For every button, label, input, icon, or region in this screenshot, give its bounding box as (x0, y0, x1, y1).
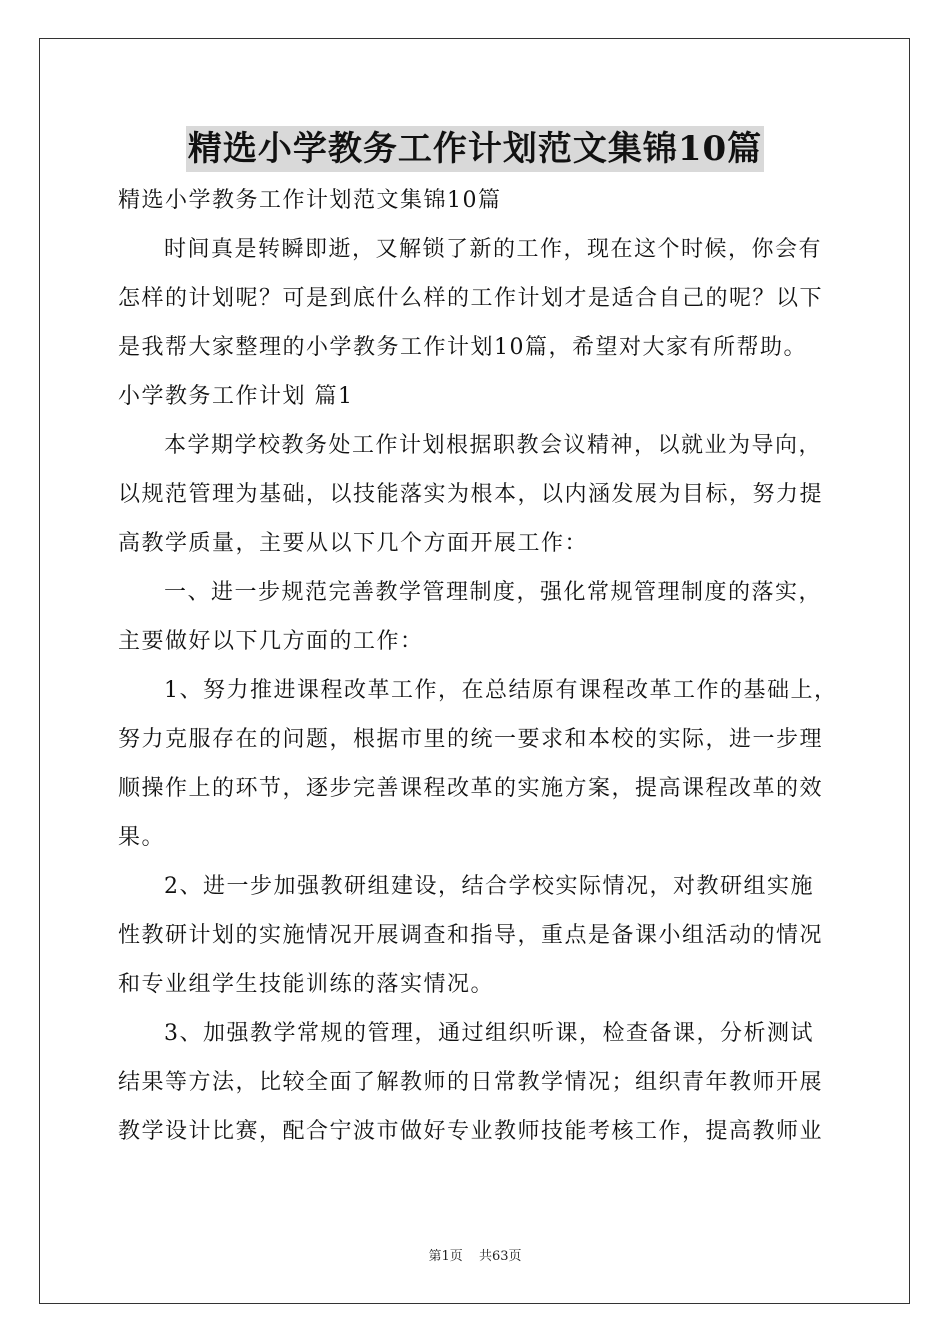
document-title (0, 126, 950, 172)
text-line: 以规范管理为基础，以技能落实为根本，以内涵发展为目标，努力提 (118, 482, 824, 507)
document-body (118, 176, 838, 1156)
page-total: 共63页 (478, 1249, 522, 1264)
page-number: 第1页 (428, 1249, 463, 1264)
text-line: 时间真是转瞬即逝，又解锁了新的工作，现在这个时候，你会有 (164, 237, 823, 262)
text-line: 高教学质量，主要从以下几个方面开展工作： (118, 531, 589, 556)
text-line: 2、进一步加强教研组建设，结合学校实际情况，对教研组实施 (164, 874, 814, 899)
text-line: 教学设计比赛，配合宁波市做好专业教师技能考核工作，提高教师业 (118, 1119, 824, 1144)
text-line: 3、加强教学常规的管理，通过组织听课，检查备课，分析测试 (164, 1021, 814, 1046)
text-line: 努力克服存在的问题，根据市里的统一要求和本校的实际，进一步理 (118, 727, 824, 752)
text-line: 一、进一步规范完善教学管理制度，强化常规管理制度的落实， (164, 580, 823, 605)
text-line: 怎样的计划呢？可是到底什么样的工作计划才是适合自己的呢？以下 (118, 286, 824, 311)
text-line: 小学教务工作计划 篇1 (118, 384, 354, 409)
document-title-text: 精选小学教务工作计划范文集锦10篇 (186, 126, 764, 172)
text-line: 和专业组学生技能训练的落实情况。 (118, 972, 495, 997)
page-footer (0, 1245, 950, 1264)
text-line: 结果等方法，比较全面了解教师的日常教学情况；组织青年教师开展 (118, 1070, 824, 1095)
text-line: 主要做好以下几方面的工作： (118, 629, 424, 654)
text-line: 性教研计划的实施情况开展调查和指导，重点是备课小组活动的情况 (118, 923, 824, 948)
text-line: 是我帮大家整理的小学教务工作计划10篇，希望对大家有所帮助。 (118, 335, 807, 360)
text-line: 精选小学教务工作计划范文集锦10篇 (118, 188, 502, 213)
text-line: 果。 (118, 825, 166, 850)
text-line: 1、努力推进课程改革工作，在总结原有课程改革工作的基础上， (164, 678, 838, 703)
text-line: 本学期学校教务处工作计划根据职教会议精神，以就业为导向， (164, 433, 823, 458)
text-line: 顺操作上的环节，逐步完善课程改革的实施方案，提高课程改革的效 (118, 776, 824, 801)
